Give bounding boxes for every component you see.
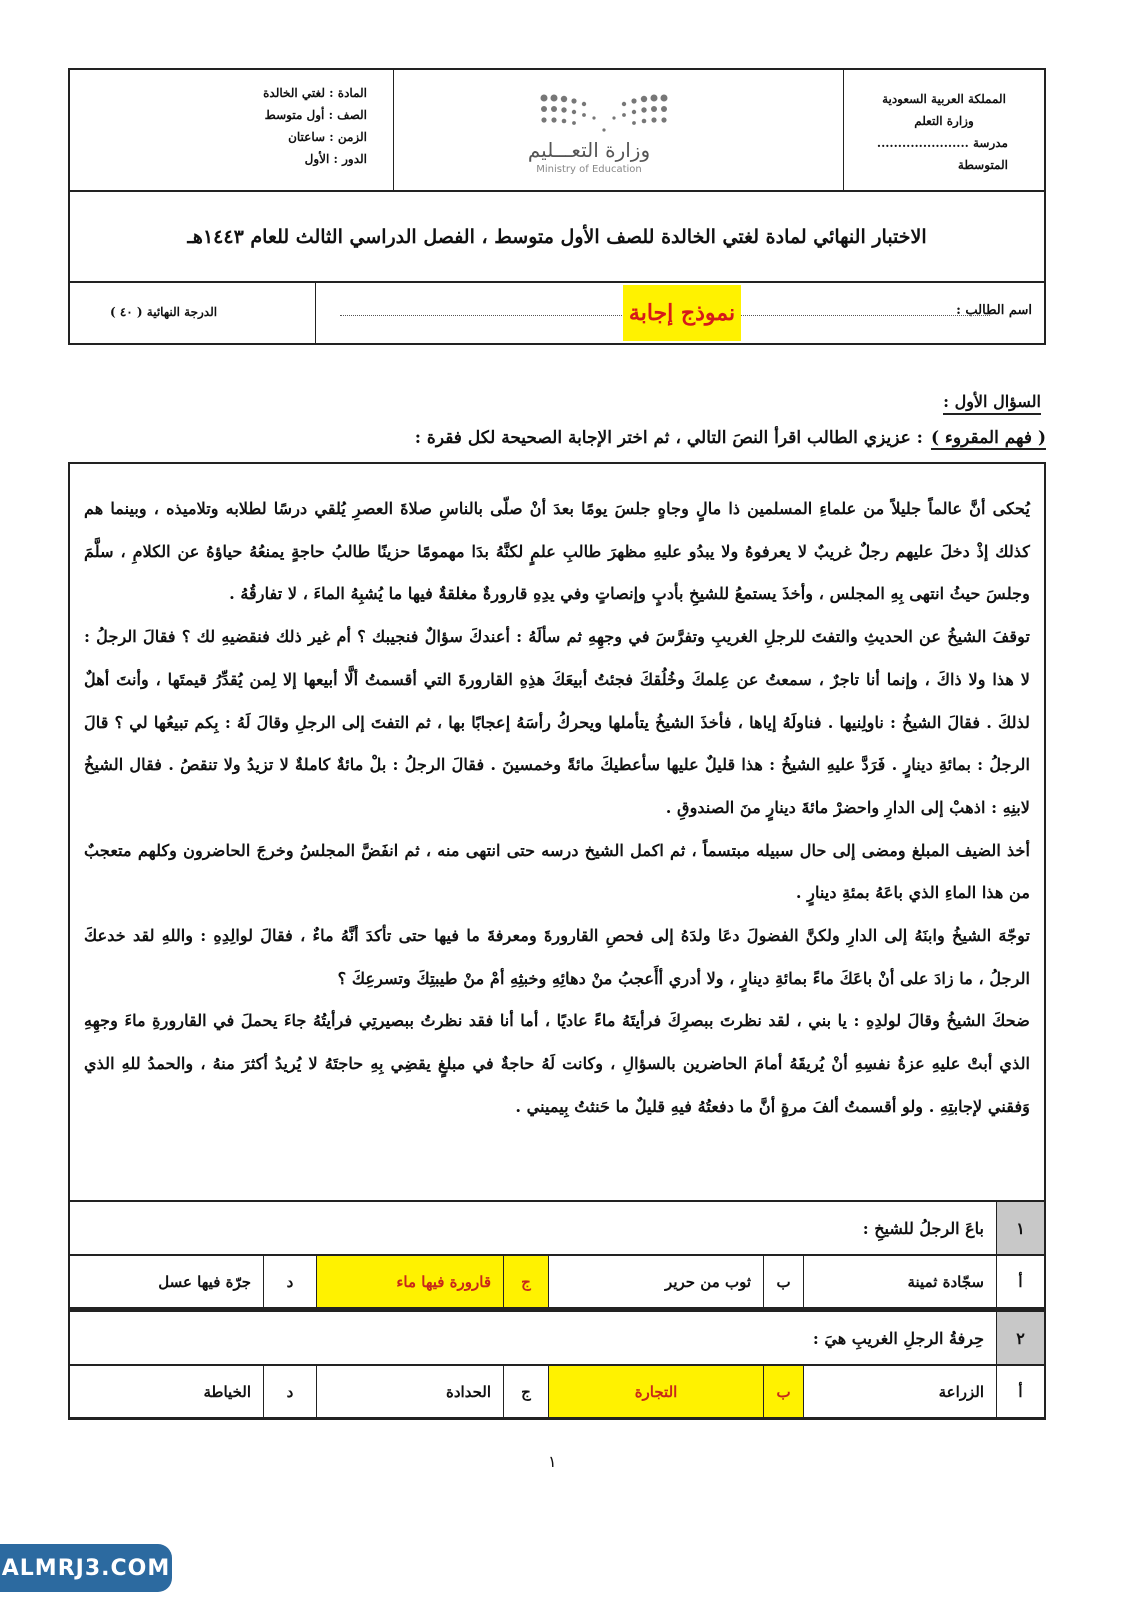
logo-text-english: Ministry of Education [536, 164, 642, 175]
page-number: ١ [548, 1452, 557, 1471]
header-logo [393, 70, 843, 190]
question-text: باعَ الرجلُ للشيخِ : [862, 1218, 984, 1238]
options-row-2 [68, 1365, 1046, 1420]
question-text: حِرفةُ الرجلِ الغريبِ هيَ : [812, 1328, 984, 1348]
site-watermark [0, 1544, 172, 1592]
options-row-1 [68, 1255, 1046, 1310]
option-text[interactable]: الخياطة [203, 1382, 251, 1401]
option-text[interactable]: جرّة فيها عسل [158, 1272, 251, 1291]
question-row-1 [68, 1200, 1046, 1255]
reading-passage [68, 462, 1046, 1202]
instruction-text: : عزيزي الطالب اقرأ النصَ التالي ، ثم اختر الإجابة الصحيحة لكل فقرة : [414, 428, 923, 448]
header-box [68, 68, 1046, 190]
option-letter[interactable]: ب [763, 1256, 803, 1307]
round-line: الدور : الأول [304, 152, 367, 166]
header-right [843, 70, 1044, 190]
option-letter[interactable]: أ [996, 1366, 1044, 1417]
logo-text-arabic: وزارة التعـــليم [527, 138, 651, 162]
option-letter[interactable]: ج [503, 1366, 548, 1417]
passage-paragraph: يُحكى أنَّ عالماً جليلاً من علماءِ المسلمين ذا مالٍ وجاهٍ جلسَ يومًا بعدَ أنْ صلّى بالناسِ صلاةَ العصرِ يُلقي درسًا لطلابه وتلاميذه ، وبينما هم كذلك إذْ دخلَ عليهم رجلٌ غريبٌ لا يعرفوهُ ولا يبدُو عليهِ مظهرَ طالبِ علمٍ لكنَّهُ بدَا مهمومًا حزينًا طالبُ حاجةٍ يمنعُهُ حياؤهُ عن الكلامِ ، سلَّمَ وجلسَ حيثُ انتهى بِهِ المجلس ، وأخذَ يستمعُ للشيخِ بأدبٍ وإنصاتٍ وفي يدِهِ قارورةٌ مغلقةٌ فيها ما يُشبِهُ الماءَ ، لا تفارقُهُ . [84, 499, 1030, 604]
option-text[interactable]: الزراعة [803, 1366, 996, 1417]
answer-key-text: نموذج إجابة [628, 300, 736, 326]
option-text[interactable]: الحدادة [316, 1366, 503, 1417]
header-left [70, 70, 397, 190]
option-letter[interactable]: د [263, 1366, 316, 1417]
passage-paragraph: توقفَ الشيخُ عن الحديثِ والتفتَ للرجلِ الغريبِ وتفرَّسَ في وجهِهِ ثم سألَهُ : أعندكَ سؤالٌ فنجيبك ؟ أم غير ذلك فنقضيهِ لك ؟ فقالَ الرجلُ : لا هذا ولا ذاكَ ، وإنما أنا تاجرٌ ، سمعتُ عن عِلمكَ وخُلُقكَ فجئتُ أبيعَكَ هذِهِ القارورةَ التي أقسمتُ ألَّا أبيعها إلا لِمن يُقدِّرُ قيمتَها ، وأنتَ أهلٌ لذلكَ . فقالَ الشيخُ : ناولِنيها . فناولَهُ إياها ، فأخذَ الشيخُ يتأملها ويحركُ رأسَهُ إعجابًا بها ، ثم التفتَ إلى الرجلِ وقالَ لَهُ : بِكم تبيعُها لي ؟ قالَ الرجلُ : بمائةِ دينارٍ . فَرَدَّ عليهِ الشيخُ : هذا قليلٌ عليها سأعطيكَ مائةً وخمسينَ . فقالَ الرجلُ : بلْ مائةٌ كاملةٌ لا تزيدُ ولا تنقصُ . فقال الشيخُ لابنِهِ : اذهبْ إلى الدارِ واحضرْ مائةَ دينارٍ منَ الصندوقِ . [84, 627, 1030, 817]
passage-paragraph: توجّهَ الشيخُ وابنَهُ إلى الدارِ ولكنَّ الفضولَ دعَا ولدَهُ إلى فحصِ القارورةَ ومعرفةَ ما فيها حتى تأكدَ أنَّهُ ماءٌ ، فقالَ لوالِدِهِ : واللهِ لقد خدعكَ الرجلُ ، ما زادَ على أنْ باعَكَ ماءً بمائةِ دينارٍ ، ولا أدري أأَعجبُ منْ دهائِهِ وخبثِهِ أمْ منْ طيبتِكَ وتسرعِكَ ؟ [84, 926, 1030, 988]
time-line: الزمن : ساعتان [288, 130, 367, 144]
question-number: ٢ [996, 1312, 1044, 1364]
question-row-2 [68, 1310, 1046, 1365]
student-name-label: اسم الطالب : [956, 303, 1032, 318]
subject-info [70, 70, 397, 170]
question-heading: السؤال الأول : [943, 392, 1041, 415]
option-letter[interactable]: د [263, 1256, 316, 1307]
option-text[interactable]: سجّادة ثمينة [803, 1256, 996, 1307]
student-row [68, 282, 1046, 345]
option-text-correct[interactable]: التجارة [548, 1366, 763, 1417]
question-number: ١ [996, 1202, 1044, 1254]
ministry-name: وزارة التعلم [914, 114, 974, 128]
exam-title: الاختبار النهائي لمادة لغتي الخالدة للصف الأول متوسط ، الفصل الدراسي الثالث للعام ١٤٤٣هـ [187, 225, 927, 248]
passage-paragraph: أخذ الضيف المبلغ ومضى إلى حال سبيله مبتسماً ، ثم اكمل الشيخ درسه حتى انتهى منه ، ثم انفَضَّ المجلسُ وخرجَ الحاضرون وكلهم متعجبٌ من هذا الماءِ الذي باعَهُ بمئةِ دينارٍ . [84, 840, 1030, 903]
option-letter-correct[interactable]: ج [503, 1256, 548, 1307]
student-row-divider [315, 283, 316, 343]
country-name: المملكة العربية السعودية [882, 92, 1006, 106]
watermark-text: ALMRJ3.COM [1, 1555, 171, 1581]
option-text[interactable]: ثوب من حرير [548, 1256, 763, 1307]
subject-line: المادة : لغتي الخالدة [263, 86, 367, 100]
grade-line: الصف : أول متوسط [264, 108, 367, 122]
exam-title-row [68, 190, 1046, 282]
answer-key-badge [623, 285, 741, 341]
option-letter-correct[interactable]: ب [763, 1366, 803, 1417]
option-text-correct[interactable]: قارورة فيها ماء [316, 1256, 503, 1307]
final-grade: الدرجة النهائية ( ٤٠ ) [110, 305, 218, 319]
question-instruction [415, 428, 1046, 450]
option-letter[interactable]: أ [996, 1256, 1044, 1307]
section-label: ( فهم المقروء ) [930, 428, 1046, 448]
ministry-logo-icon [534, 90, 674, 138]
school-name: مدرسة ...................... المتوسطة [876, 136, 1008, 172]
passage-paragraph: ضحكَ الشيخُ وقالَ لولدِهِ : يا بني ، لقد نظرتَ ببصرِكَ فرأيتَهُ ماءً عاديًا ، أما أنا فقد نظرتُ ببصيرتِي فرأيتُهُ جاءَ يحملَ في القارورةِ ماءَ وجهِهِ الذي أبتْ عليهِ عزةُ نفسِهِ أنْ يُريقَهُ أمامَ الحاضرين بالسؤالِ ، وكانت لَهُ حاجةٌ في مبلغٍ يقضِي بِهِ حاجتَهُ لا يُريدُ أكثرَ منهُ ، والحمدُ للهِ الذي وَفقني لإجابتِهِ . ولو أقسمتُ ألفَ مرةٍ أنَّ ما دفعتُهُ فيهِ قليلٌ ما حَنثتُ بِيميني . [84, 1011, 1030, 1116]
